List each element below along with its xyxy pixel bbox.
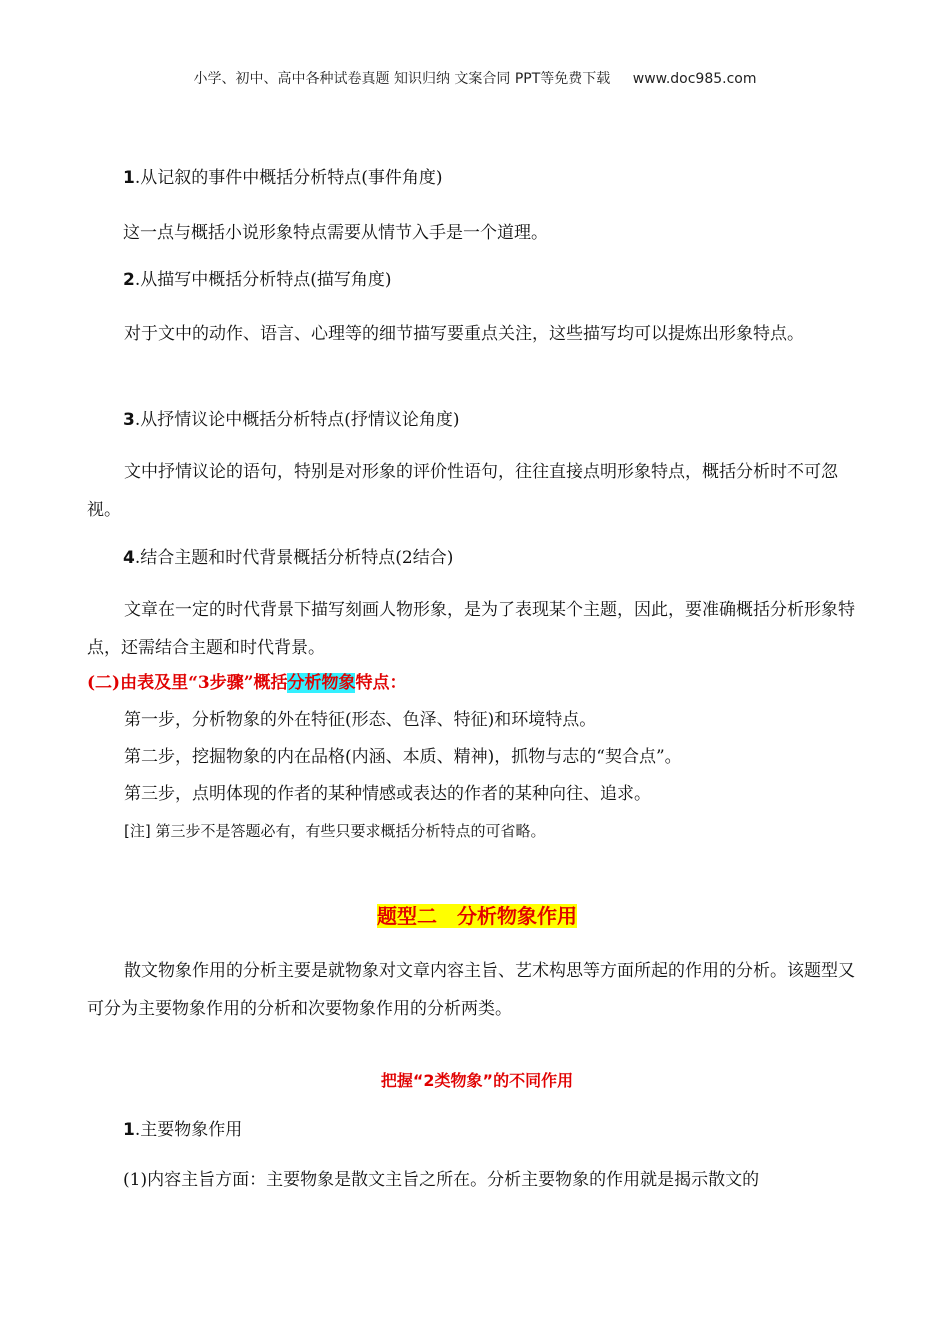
part-2-heading	[87, 666, 867, 700]
section-2-body: 对于文中的动作、语言、心理等的细节描写要重点关注，这些描写均可以提炼出形象特点。	[124, 324, 804, 344]
part-2-heading-a: (二)由表及里“3步骤”概括	[87, 673, 288, 693]
section-1-body: 这一点与概括小说形象特点需要从情节入手是一个道理。	[123, 223, 548, 243]
type-2-title-row	[87, 896, 867, 938]
section-title-text: .结合主题和时代背景概括分析特点(2结合)	[134, 548, 454, 568]
page-header	[0, 68, 950, 88]
step-3: 第三步，点明体现的作者的某种情感或表达的作者的某种向往、追求。	[124, 784, 651, 804]
section-title-text: .从描写中概括分析特点(描写角度)	[134, 270, 392, 290]
type-2-subtitle: 把握“2类物象”的不同作用	[380, 1071, 574, 1090]
section-4-body: 文章在一定的时代背景下描写刻画人物形象，是为了表现某个主题，因此，要准确概括分析形象特点，还需结合主题和时代背景。	[87, 600, 855, 658]
section-title-text: .从抒情议论中概括分析特点(抒情议论角度)	[134, 410, 460, 430]
header-url[interactable]: www.doc985.com	[632, 71, 757, 87]
section-title-text: .从记叙的事件中概括分析特点(事件角度)	[134, 168, 443, 188]
note: [注] 第三步不是答题必有，有些只要求概括分析特点的可省略。	[124, 822, 546, 840]
item-1-title	[87, 1111, 903, 1149]
section-number: 2	[123, 270, 135, 290]
section-1-title	[87, 159, 903, 197]
type-2-intro: 散文物象作用的分析主要是就物象对文章内容主旨、艺术构思等方面所起的作用的分析。该题型又可分为主要物象作用的分析和次要物象作用的分析两类。	[87, 961, 855, 1019]
section-3-body: 文中抒情议论的语句，特别是对形象的评价性语句，往往直接点明形象特点，概括分析时不可忽视。	[87, 462, 838, 520]
part-2-heading-b: 特点：	[355, 673, 407, 693]
section-4-title	[87, 539, 903, 577]
section-2-title	[87, 261, 903, 299]
step-2: 第二步，挖掘物象的内在品格(内涵、本质、精神)，抓物与志的“契合点”。	[124, 747, 682, 767]
type-2-subtitle-row	[87, 1062, 867, 1100]
type-2-title: 题型二 分析物象作用	[377, 904, 577, 928]
section-number: 3	[123, 410, 135, 430]
section-number: 4	[123, 548, 135, 568]
part-2-heading-highlight: 分析物象	[287, 673, 356, 693]
header-text: 小学、初中、高中各种试卷真题 知识归纳 文案合同 PPT等免费下载	[193, 71, 611, 87]
item-number: 1	[123, 1120, 135, 1140]
step-1: 第一步，分析物象的外在特征(形态、色泽、特征)和环境特点。	[124, 710, 597, 730]
section-number: 1	[123, 168, 135, 188]
item-title-text: .主要物象作用	[134, 1120, 243, 1140]
item-1-body: (1)内容主旨方面：主要物象是散文主旨之所在。分析主要物象的作用就是揭示散文的	[123, 1170, 760, 1190]
section-3-title	[87, 401, 903, 439]
